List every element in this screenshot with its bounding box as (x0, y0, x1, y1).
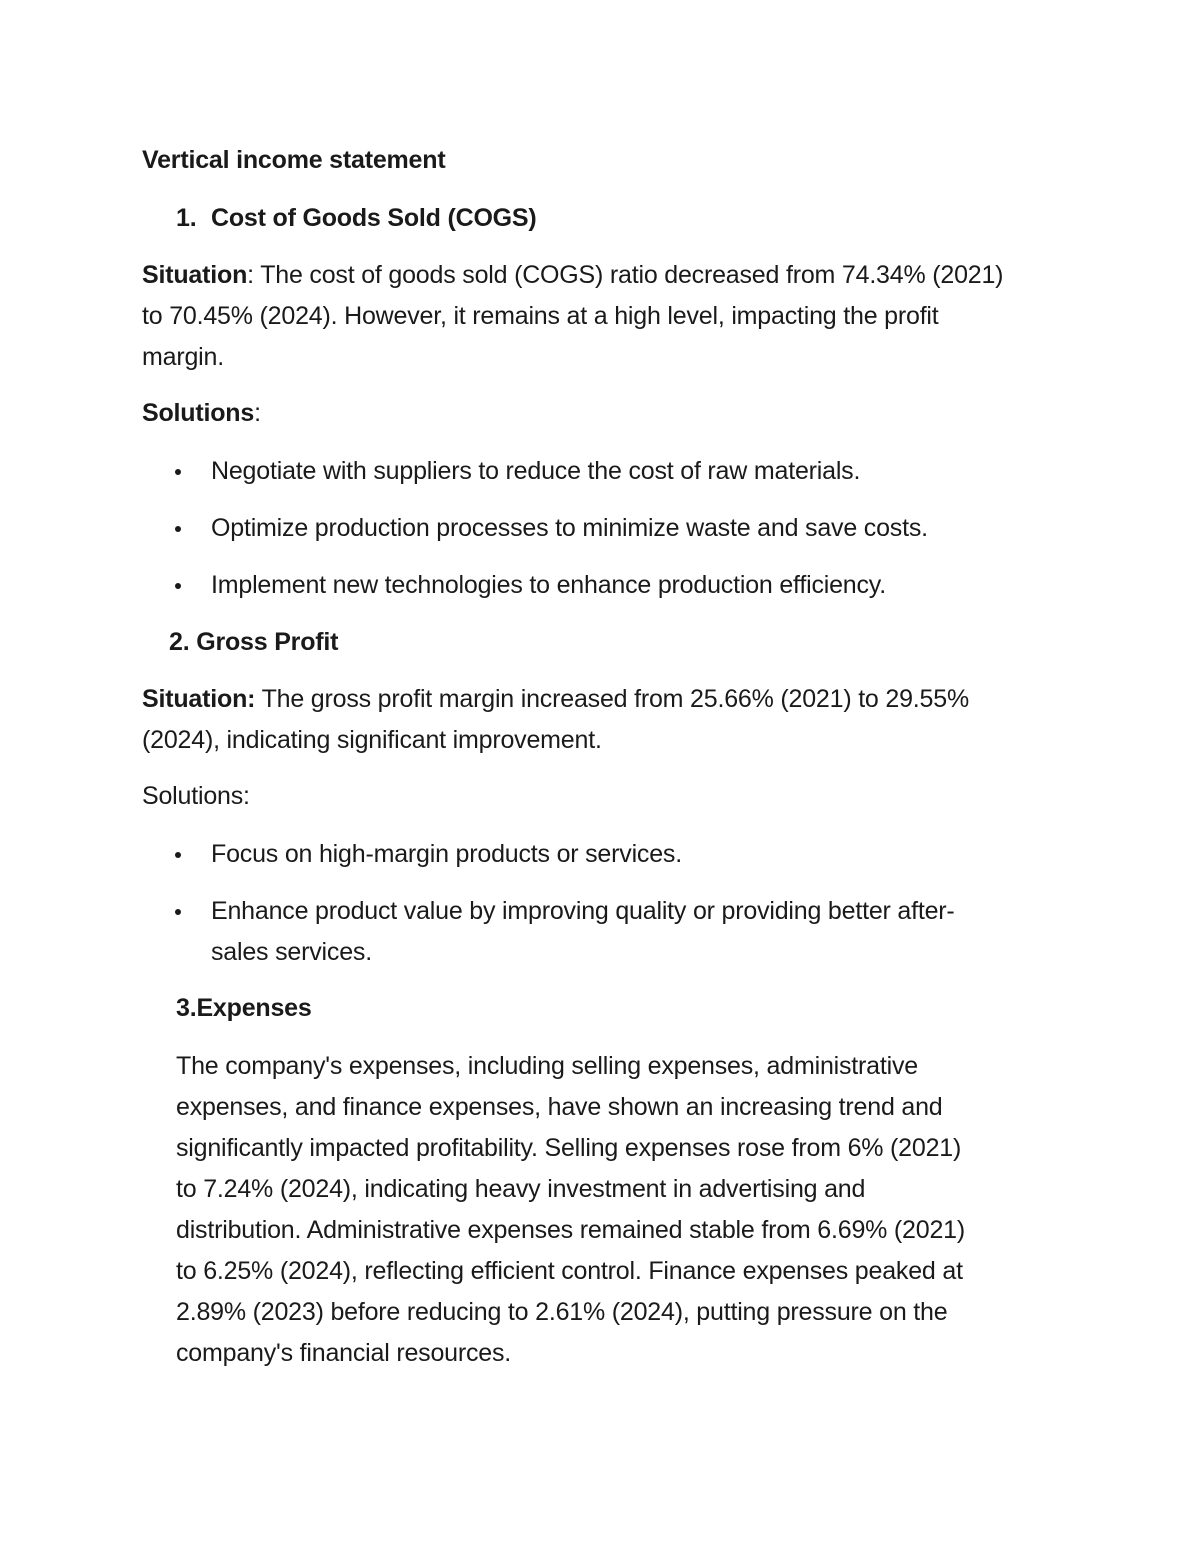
section1-situation-line-3: margin. (142, 343, 224, 371)
section1-heading: Cost of Goods Sold (COGS) (211, 204, 537, 232)
bullet-icon (175, 909, 181, 915)
section1-number: 1. (176, 204, 197, 232)
section3-paragraph-line-5: distribution. Administrative expenses remained stable from 6.69% (2021) (176, 1216, 965, 1244)
section3-paragraph-line-6: to 6.25% (2024), reflecting efficient control. Finance expenses peaked at (176, 1257, 963, 1285)
section2-situation-text-1: The gross profit margin increased from 25.66% (2021) to 29.55% (261, 685, 969, 713)
bullet-icon (175, 469, 181, 475)
section2-situation-label: Situation: (142, 685, 256, 713)
document-title: Vertical income statement (142, 146, 446, 174)
section3-paragraph-line-1: The company's expenses, including selling expenses, administrative (176, 1052, 918, 1080)
section2-situation-line-1 (142, 679, 969, 720)
section1-situation-label: Situation (142, 261, 248, 289)
section3-paragraph-line-7: 2.89% (2023) before reducing to 2.61% (2024), putting pressure on the (176, 1298, 948, 1326)
section3-heading: 3.Expenses (176, 994, 312, 1022)
section2-bullet-2-continued: sales services. (211, 938, 372, 966)
section3-paragraph-line-8: company's financial resources. (176, 1339, 512, 1367)
section2-bullet-1: Focus on high-margin products or services. (211, 840, 682, 868)
section1-solutions-colon: : (254, 399, 261, 427)
section3-paragraph-line-4: to 7.24% (2024), indicating heavy investment in advertising and (176, 1175, 866, 1203)
section1-situation-line-1 (142, 255, 1003, 296)
section1-situation-colon: : (247, 261, 254, 289)
section2-bullet-2: Enhance product value by improving quality or providing better after- (211, 897, 955, 925)
bullet-icon (175, 852, 181, 858)
section1-solutions-heading (142, 393, 261, 434)
section3-paragraph-line-2: expenses, and finance expenses, have shown an increasing trend and (176, 1093, 943, 1121)
bullet-icon (175, 583, 181, 589)
section1-bullet-2: Optimize production processes to minimize waste and save costs. (211, 514, 928, 542)
section3-paragraph-line-3: significantly impacted profitability. Selling expenses rose from 6% (2021) (176, 1134, 962, 1162)
section2-situation-line-2: (2024), indicating significant improvement. (142, 726, 602, 754)
section2-solutions-heading: Solutions: (142, 782, 250, 810)
section1-solutions-label: Solutions (142, 399, 255, 427)
section1-situation-line-2: to 70.45% (2024). However, it remains at a high level, impacting the profit (142, 302, 939, 330)
bullet-icon (175, 526, 181, 532)
section1-bullet-1: Negotiate with suppliers to reduce the cost of raw materials. (211, 457, 861, 485)
section1-situation-text-1: The cost of goods sold (COGS) ratio decreased from 74.34% (2021) (260, 261, 1004, 289)
section1-bullet-3: Implement new technologies to enhance production efficiency. (211, 571, 886, 599)
section2-heading: 2. Gross Profit (169, 628, 339, 656)
